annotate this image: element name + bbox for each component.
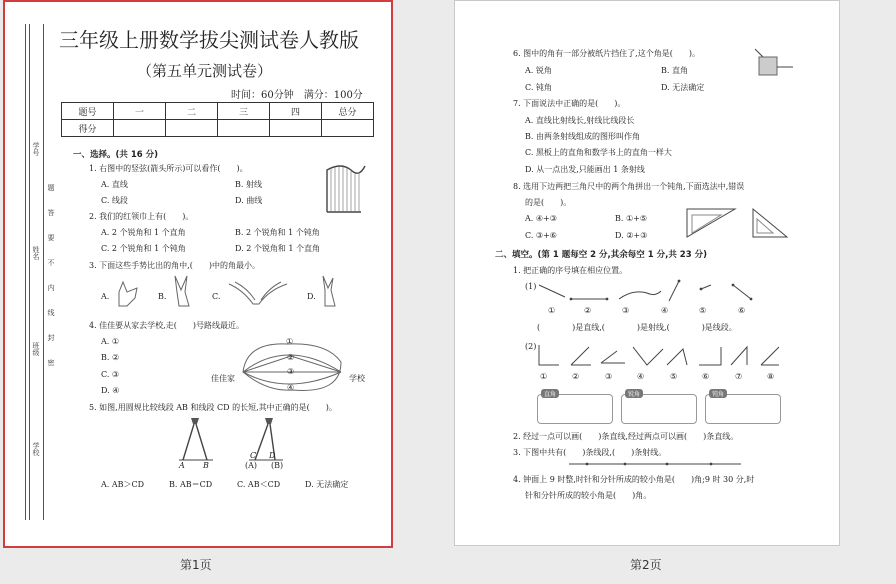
covered-angle-icon [751, 47, 795, 81]
option[interactable]: C. AB＜CD [237, 480, 281, 489]
point-label: (B) [271, 461, 284, 470]
school-label: 学校 [349, 374, 365, 383]
section-2-heading: 二、填空。(第 1 题每空 2 分,其余每空 1 分,共 23 分) [495, 250, 707, 260]
option[interactable]: B. 直角 [661, 66, 688, 75]
page-1-label[interactable]: 第1页 [180, 558, 212, 572]
option[interactable]: D. 无法确定 [305, 480, 349, 489]
fill-4-cont[interactable]: 针和分针所成的较小角是( )角。 [525, 491, 652, 500]
option[interactable]: C. [212, 292, 221, 301]
margin-label-name: 姓名 [32, 246, 40, 260]
page-subtitle: （第五单元测试卷） [137, 62, 273, 80]
page-1[interactable] [3, 0, 393, 548]
answer-box-acute-angle[interactable] [621, 394, 697, 424]
figure-mark: ② [572, 372, 580, 381]
option[interactable]: A. ④+③ [525, 214, 557, 223]
option[interactable]: C. 黑板上的直角和数学书上的直角一样大 [525, 148, 672, 157]
option[interactable]: B. ② [101, 353, 120, 362]
harp-icon [321, 160, 369, 216]
score-cell[interactable] [166, 120, 218, 137]
score-header: 题号 [62, 103, 114, 120]
fill-1: 1. 把正确的序号填在相应位置。 [513, 266, 628, 275]
answer-box-right-angle[interactable] [537, 394, 613, 424]
figure-mark: ⑥ [738, 306, 746, 315]
option[interactable]: B. ①+⑤ [615, 214, 648, 223]
compass-icon [177, 416, 217, 464]
score-cell[interactable] [322, 120, 374, 137]
lines-figures [537, 279, 757, 305]
point-label: (A) [245, 461, 258, 470]
option[interactable]: A. 2 个锐角和 1 个直角 [101, 228, 186, 237]
score-table [61, 102, 374, 137]
fill-1-answer-line[interactable]: ( )是直线,( )是射线,( )是线段。 [537, 323, 737, 332]
seal-char: 内 [47, 284, 55, 291]
question-7: 7. 下面说法中正确的是( )。 [513, 99, 626, 108]
margin-label-school: 学校 [32, 442, 40, 456]
score-cell[interactable] [218, 120, 270, 137]
figure-mark: ③ [622, 306, 630, 315]
seal-char: 答 [47, 209, 55, 216]
point-label: C [250, 451, 257, 460]
score-header: 总分 [322, 103, 374, 120]
option[interactable]: B. 由两条射线组成的图形叫作角 [525, 132, 640, 141]
option[interactable]: A. 直线 [101, 180, 128, 189]
option[interactable]: C. ③+⑥ [525, 231, 557, 240]
figure-mark: ④ [637, 372, 645, 381]
seal-char: 要 [47, 234, 55, 241]
option[interactable]: A. [101, 292, 110, 301]
fill-4[interactable]: 4. 钟面上 9 时整,时针和分针所成的较小角是( )角;9 时 30 分,时 [513, 475, 755, 484]
option[interactable]: A. 锐角 [525, 66, 552, 75]
option[interactable]: A. ① [101, 337, 120, 346]
question-8: 8. 选用下边两把三角尺中的两个角拼出一个钝角,下面选法中,错误 [513, 182, 745, 191]
score-header: 一 [114, 103, 166, 120]
margin-label-class: 班级 [32, 342, 40, 356]
figure-mark: ② [584, 306, 592, 315]
option[interactable]: B. [158, 292, 167, 301]
ray-segment-figure [567, 459, 743, 469]
option[interactable]: D. 无法确定 [661, 83, 705, 92]
question-3: 3. 下面这些手势比出的角中,( )中的角最小。 [89, 261, 260, 270]
margin-label-id: 学号 [32, 142, 40, 156]
point-label: A [179, 461, 185, 470]
seal-char: 密 [47, 359, 55, 366]
point-label: B [203, 461, 209, 470]
page-2-label[interactable]: 第2页 [630, 558, 662, 572]
question-8-cont: 的是( )。 [525, 198, 572, 207]
figure-mark: ① [540, 372, 548, 381]
option[interactable]: D. [307, 292, 316, 301]
hand-gesture-icon [113, 278, 143, 308]
answer-box-obtuse-angle[interactable] [705, 394, 781, 424]
option[interactable]: D. 曲线 [235, 196, 263, 205]
section-1-heading: 一、选择。(共 16 分) [73, 150, 159, 160]
score-header: 四 [270, 103, 322, 120]
question-4: 4. 佳佳要从家去学校,走( )号路线最近。 [89, 321, 244, 330]
figure-mark: ③ [605, 372, 613, 381]
answer-box-label: 钝角 [709, 389, 727, 398]
score-cell[interactable] [270, 120, 322, 137]
route-mark: ② [287, 353, 295, 362]
seal-char: 不 [47, 259, 55, 266]
option[interactable]: B. 2 个锐角和 1 个钝角 [235, 228, 320, 237]
option[interactable]: C. ③ [101, 370, 120, 379]
seal-char: 封 [47, 334, 55, 341]
question-2: 2. 我们的红领巾上有( )。 [89, 212, 194, 221]
page-title: 三年级上册数学拔尖测试卷人教版 [59, 28, 359, 52]
figure-mark: ⑥ [702, 372, 710, 381]
fill-3[interactable]: 3. 下图中共有( )条线段,( )条射线。 [513, 448, 667, 457]
option[interactable]: D. 2 个锐角和 1 个直角 [235, 244, 321, 253]
seal-char: 线 [47, 309, 55, 316]
option[interactable]: A. AB＞CD [101, 480, 145, 489]
part-label: (1) [525, 282, 537, 291]
option[interactable]: B. AB＝CD [169, 480, 213, 489]
option[interactable]: C. 2 个锐角和 1 个钝角 [101, 244, 186, 253]
score-row-label: 得分 [62, 120, 114, 137]
time-score: 时间：60分钟 满分：100分 [231, 90, 363, 101]
option[interactable]: C. 线段 [101, 196, 128, 205]
angle-figures [535, 343, 785, 369]
route-mark: ④ [287, 383, 295, 392]
fill-2[interactable]: 2. 经过一点可以画( )条直线,经过两点可以画( )条直线。 [513, 432, 739, 441]
figure-mark: ⑧ [767, 372, 775, 381]
route-mark: ① [286, 337, 294, 346]
hand-gesture-icon [319, 274, 341, 308]
figure-mark: ⑤ [670, 372, 678, 381]
binding-margin [23, 24, 55, 520]
point-label: D [269, 451, 276, 460]
part-label: (2) [525, 342, 537, 351]
option[interactable]: D. 从一点出发,只能画出 1 条射线 [525, 165, 645, 174]
seal-char: 题 [47, 184, 55, 191]
question-5: 5. 如图,用圆规比较线段 AB 和线段 CD 的长短,其中正确的是( )。 [89, 403, 337, 412]
figure-mark: ⑦ [735, 372, 743, 381]
answer-box-label: 锐角 [625, 389, 643, 398]
answer-box-label: 直角 [541, 389, 559, 398]
score-cell[interactable] [114, 120, 166, 137]
page-2[interactable] [454, 0, 840, 546]
option[interactable]: C. 钝角 [525, 83, 552, 92]
figure-mark: ④ [661, 306, 669, 315]
option[interactable]: A. 直线比射线长,射线比线段长 [525, 116, 635, 125]
figure-mark: ① [548, 306, 556, 315]
set-squares-icon [683, 205, 793, 241]
hand-gesture-icon [171, 274, 197, 308]
option[interactable]: D. ④ [101, 386, 120, 395]
home-label: 佳佳家 [211, 374, 235, 383]
question-1: 1. 右图中的竖弦(箭头所示)可以看作( )。 [89, 164, 248, 173]
score-header: 二 [166, 103, 218, 120]
figure-mark: ⑤ [699, 306, 707, 315]
score-header: 三 [218, 103, 270, 120]
route-mark: ③ [287, 367, 295, 376]
option[interactable]: D. ②+③ [615, 231, 648, 240]
option[interactable]: B. 射线 [235, 180, 262, 189]
hands-gesture-icon [225, 280, 291, 308]
question-6: 6. 图中的角有一部分被纸片挡住了,这个角是( )。 [513, 49, 700, 58]
